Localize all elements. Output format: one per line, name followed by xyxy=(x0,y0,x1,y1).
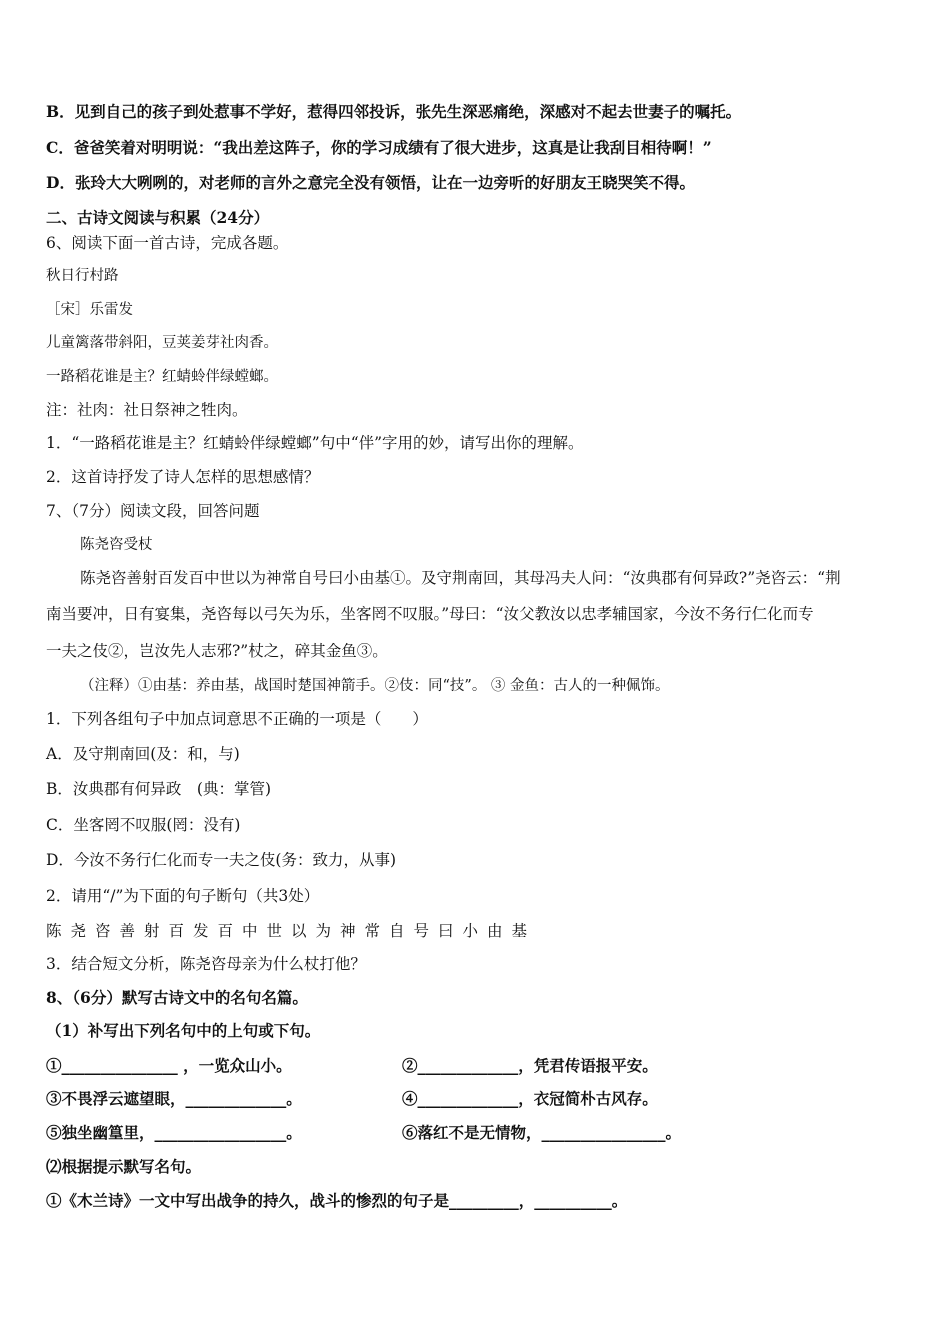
question-8-2-1: ①《木兰诗》一文中写出战争的持久，战斗的惨烈的句子是_________，__________。 xyxy=(46,1191,628,1210)
passage-line-3: 一夫之伎②，岂汝先人志邪?”杖之，碎其金鱼③。 xyxy=(46,642,388,660)
option-d: D．张玲大大咧咧的，对老师的言外之意完全没有领悟，让在一边旁听的好朋友王晓哭笑不得。 xyxy=(46,173,695,192)
question-6: 6、阅读下面一首古诗，完成各题。 xyxy=(46,234,289,252)
option-b: B．见到自己的孩子到处惹事不学好，惹得四邻投诉，张先生深恶痛绝，深感对不起去世妻子的嘱托。 xyxy=(46,102,742,121)
blank-5: ⑤独坐幽篁里，_________________。 xyxy=(46,1123,302,1142)
option-c: C．爸爸笑着对明明说：“我出差这阵子，你的学习成绩有了很大进步，这真是让我刮目相待啊！” xyxy=(46,138,712,157)
blank-1: ①_______________ ，一览众山小。 xyxy=(46,1056,292,1075)
blank-4: ④_____________，衣冠简朴古风存。 xyxy=(402,1089,658,1108)
blank-3: ③不畏浮云遮望眼，_____________。 xyxy=(46,1089,302,1108)
passage-line-2: 南当要冲，日有宴集，尧咨每以弓矢为乐，坐客罔不叹服。”母曰：“汝父教汝以忠孝辅国家，今汝不务行仁化而专 xyxy=(46,605,814,623)
question-8: 8、（6分）默写古诗文中的名句名篇。 xyxy=(46,988,308,1007)
poem-title: 秋日行村路 xyxy=(46,268,119,284)
question-7: 7、（7分）阅读文段，回答问题 xyxy=(46,502,260,520)
question-8-1: （1）补写出下列名句中的上句或下句。 xyxy=(46,1021,321,1040)
question-7-3: 3．结合短文分析，陈尧咨母亲为什么杖打他？ xyxy=(46,955,366,973)
poem-line-1: 儿童篱落带斜阳，豆荚姜芽社肉香。 xyxy=(46,335,278,351)
blank-2: ②_____________，凭君传语报平安。 xyxy=(402,1056,658,1075)
choice-d: D．今汝不务行仁化而专一夫之伎(务：致力，从事) xyxy=(46,851,397,869)
passage-title: 陈尧咨受杖 xyxy=(80,537,153,553)
question-7-1: 1．下列各组句子中加点词意思不正确的一项是（ ） xyxy=(46,710,428,728)
passage-line-1: 陈尧咨善射百发百中世以为神常自号曰小由基①。及守荆南回，其母冯夫人问：“汝典郡有何异政?”尧咨云：“荆 xyxy=(80,569,841,587)
passage-notes: （注释）①由基：养由基，战国时楚国神箭手。②伎：同“技”。 ③ 金鱼：古人的一种佩饰。 xyxy=(80,678,670,694)
question-6-2: 2．这首诗抒发了诗人怎样的思想感情？ xyxy=(46,468,320,486)
question-7-2: 2．请用“/”为下面的句子断句（共3处） xyxy=(46,887,320,905)
question-6-1: 1．“一路稻花谁是主？红蜻蛉伴绿螳螂”句中“伴”字用的妙，请写出你的理解。 xyxy=(46,434,584,452)
blank-row-3 xyxy=(46,1123,906,1143)
question-8-2: ⑵根据提示默写名句。 xyxy=(46,1157,202,1176)
poem-author: ［宋］乐雷发 xyxy=(46,302,133,318)
section-heading: 二、古诗文阅读与积累（24分） xyxy=(46,208,270,227)
choice-b: B．汝典郡有何异政 (典：掌管) xyxy=(46,780,271,798)
blank-row-2 xyxy=(46,1089,906,1109)
poem-note: 注：社肉：社日祭神之牲肉。 xyxy=(46,401,248,419)
blank-6: ⑥落红不是无情物，________________。 xyxy=(402,1123,682,1142)
choice-c: C．坐客罔不叹服(罔：没有) xyxy=(46,816,241,834)
choice-a: A．及守荆南回(及：和，与) xyxy=(46,745,240,763)
blank-row-1 xyxy=(46,1056,906,1076)
poem-line-2: 一路稻花谁是主？红蜻蛉伴绿螳螂。 xyxy=(46,369,278,385)
sentence-to-punctuate: 陈尧咨善射百发百中世以为神常自号曰小由基 xyxy=(46,922,537,940)
